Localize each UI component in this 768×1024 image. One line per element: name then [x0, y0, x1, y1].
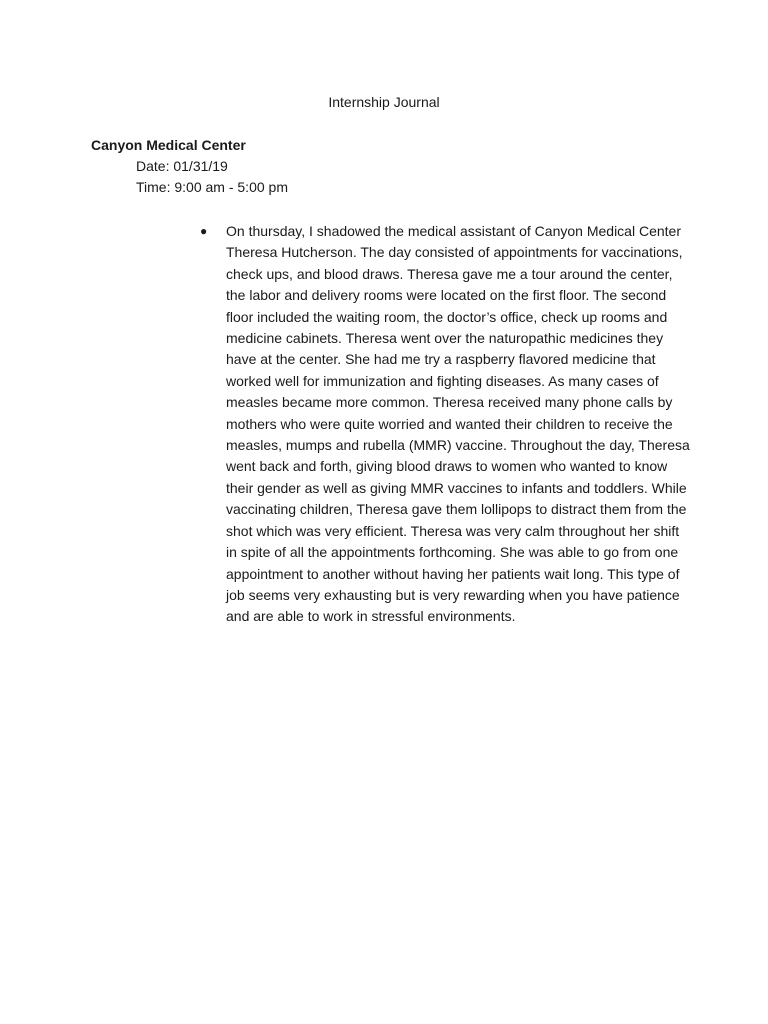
entry-date: Date: 01/31/19 — [136, 158, 228, 174]
document-title: Internship Journal — [328, 94, 440, 110]
entry-time: Time: 9:00 am - 5:00 pm — [136, 179, 288, 195]
entry-paragraph: On thursday, I shadowed the medical assistant of Canyon Medical Center Theresa Hutcherson. The day consisted of appointments for vaccinations, check ups, and blood draws. Theresa gave me a tour around the center, the labor and delivery rooms were located on the first floor. The second floor included the waiting room, the doctor’s office, check up rooms and medicine cabinets. Theresa went over the naturopathic medicines they have at the center. She had me try a raspberry flavored medicine that worked well for immunization and fighting diseases. As many cases of measles became more common. Theresa received many phone calls by mothers who were quite worried and wanted their children to receive the measles, mumps and rubella (MMR) vaccine. Throughout the day, Theresa went back and forth, giving blood draws to women who wanted to know their gender as well as giving MMR vaccines to infants and toddlers. While vaccinating children, Theresa gave them lollipops to distract them from the shot which was very efficient. Theresa was very calm throughout her shift in spite of all the appointments forthcoming. She was able to go from one appointment to another without having her patients wait long. This type of job seems very exhausting but is very rewarding when you have patience and are able to work in stressful environments. — [226, 223, 690, 625]
journal-entry — [200, 221, 690, 628]
organization-heading: Canyon Medical Center — [91, 137, 246, 153]
bullet-icon: ● — [200, 224, 208, 238]
